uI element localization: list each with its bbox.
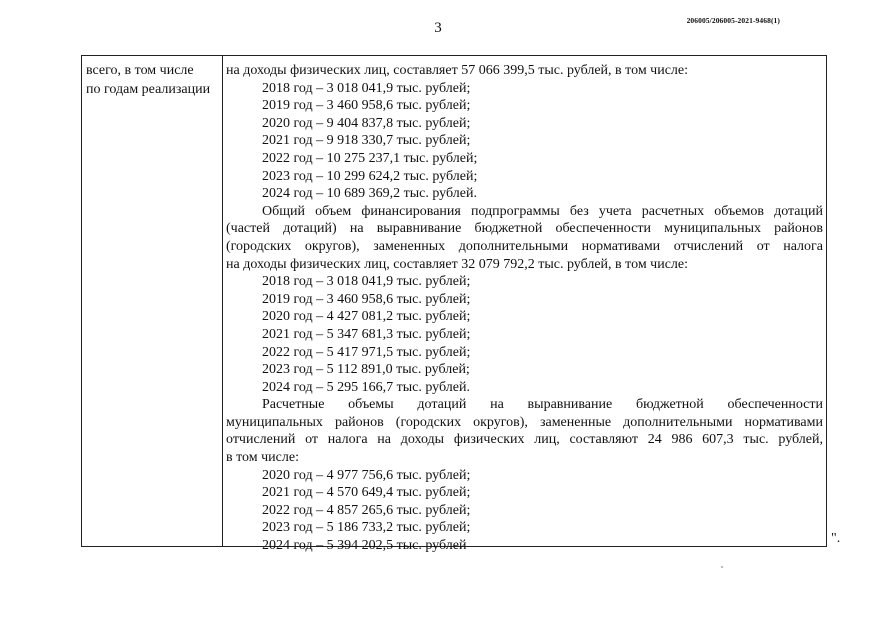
year-line: 2022 год – 5 417 971,5 тыс. рублей; [262, 344, 471, 360]
row-label-line: по годам реализации [86, 81, 211, 97]
year-line: 2020 год – 9 404 837,8 тыс. рублей; [262, 115, 471, 131]
year-line: 2019 год – 3 460 958,6 тыс. рублей; [262, 291, 471, 307]
year-line: 2023 год – 5 186 733,2 тыс. рублей; [262, 520, 471, 536]
year-line: 2024 год – 5 295 166,7 тыс. рублей. [262, 379, 470, 395]
year-line: 2024 год – 5 394 202,5 тыс. рублей [262, 538, 467, 554]
year-line: 2021 год – 9 918 330,7 тыс. рублей; [262, 133, 471, 149]
year-line: 2022 год – 4 857 265,6 тыс. рублей; [262, 502, 471, 518]
year-line: 2020 год – 4 427 081,2 тыс. рублей; [262, 309, 471, 325]
year-line: 2018 год – 3 018 041,9 тыс. рублей; [262, 274, 471, 290]
year-line: 2022 год – 10 275 237,1 тыс. рублей; [262, 150, 478, 166]
year-line: 2021 год – 4 570 649,4 тыс. рублей; [262, 485, 471, 501]
scan-speck [721, 566, 723, 568]
year-line: 2023 год – 10 299 624,2 тыс. рублей; [262, 168, 478, 184]
document-id: 206005/206005-2021-9468(1) [686, 16, 780, 25]
year-line: 2019 год – 3 460 958,6 тыс. рублей; [262, 98, 471, 114]
page-number: 3 [434, 20, 442, 36]
financing-table [81, 55, 827, 554]
intro-text: на доходы физических лиц, составляет 57 066 399,5 тыс. рублей, в том числе: [226, 63, 689, 78]
paragraph-line: отчислений от налога на доходы физических лиц, составляют 24 986 607,3 тыс. рублей, [226, 432, 823, 448]
year-line: 2018 год – 3 018 041,9 тыс. рублей; [262, 80, 471, 96]
row-label-line: всего, в том числе [86, 63, 194, 78]
row-content-cell [223, 56, 826, 554]
closing-quote: ". [831, 531, 841, 546]
paragraph-line: на доходы физических лиц, составляет 32 079 792,2 тыс. рублей, в том числе: [226, 256, 689, 272]
year-line: 2023 год – 5 112 891,0 тыс. рублей; [262, 362, 470, 378]
year-line: 2024 год – 10 689 369,2 тыс. рублей. [262, 186, 477, 202]
paragraph-line: (частей дотаций) на выравнивание бюджетной обеспеченности муниципальных районов [226, 221, 823, 237]
paragraph-line: Расчетные объемы дотаций на выравнивание бюджетной обеспеченности [262, 397, 823, 413]
year-line: 2021 год – 5 347 681,3 тыс. рублей; [262, 326, 471, 342]
paragraph-line: (городских округов), замененных дополнительными нормативами отчислений от налога [226, 238, 823, 254]
row-label-cell [82, 56, 223, 546]
paragraph-line: Общий объем финансирования подпрограммы без учета расчетных объемов дотаций [262, 203, 823, 219]
year-line: 2020 год – 4 977 756,6 тыс. рублей; [262, 467, 471, 483]
paragraph-line: в том числе: [226, 450, 299, 466]
paragraph-line: муниципальных районов (городских округов), замененные дополнительными нормативами [226, 414, 823, 430]
